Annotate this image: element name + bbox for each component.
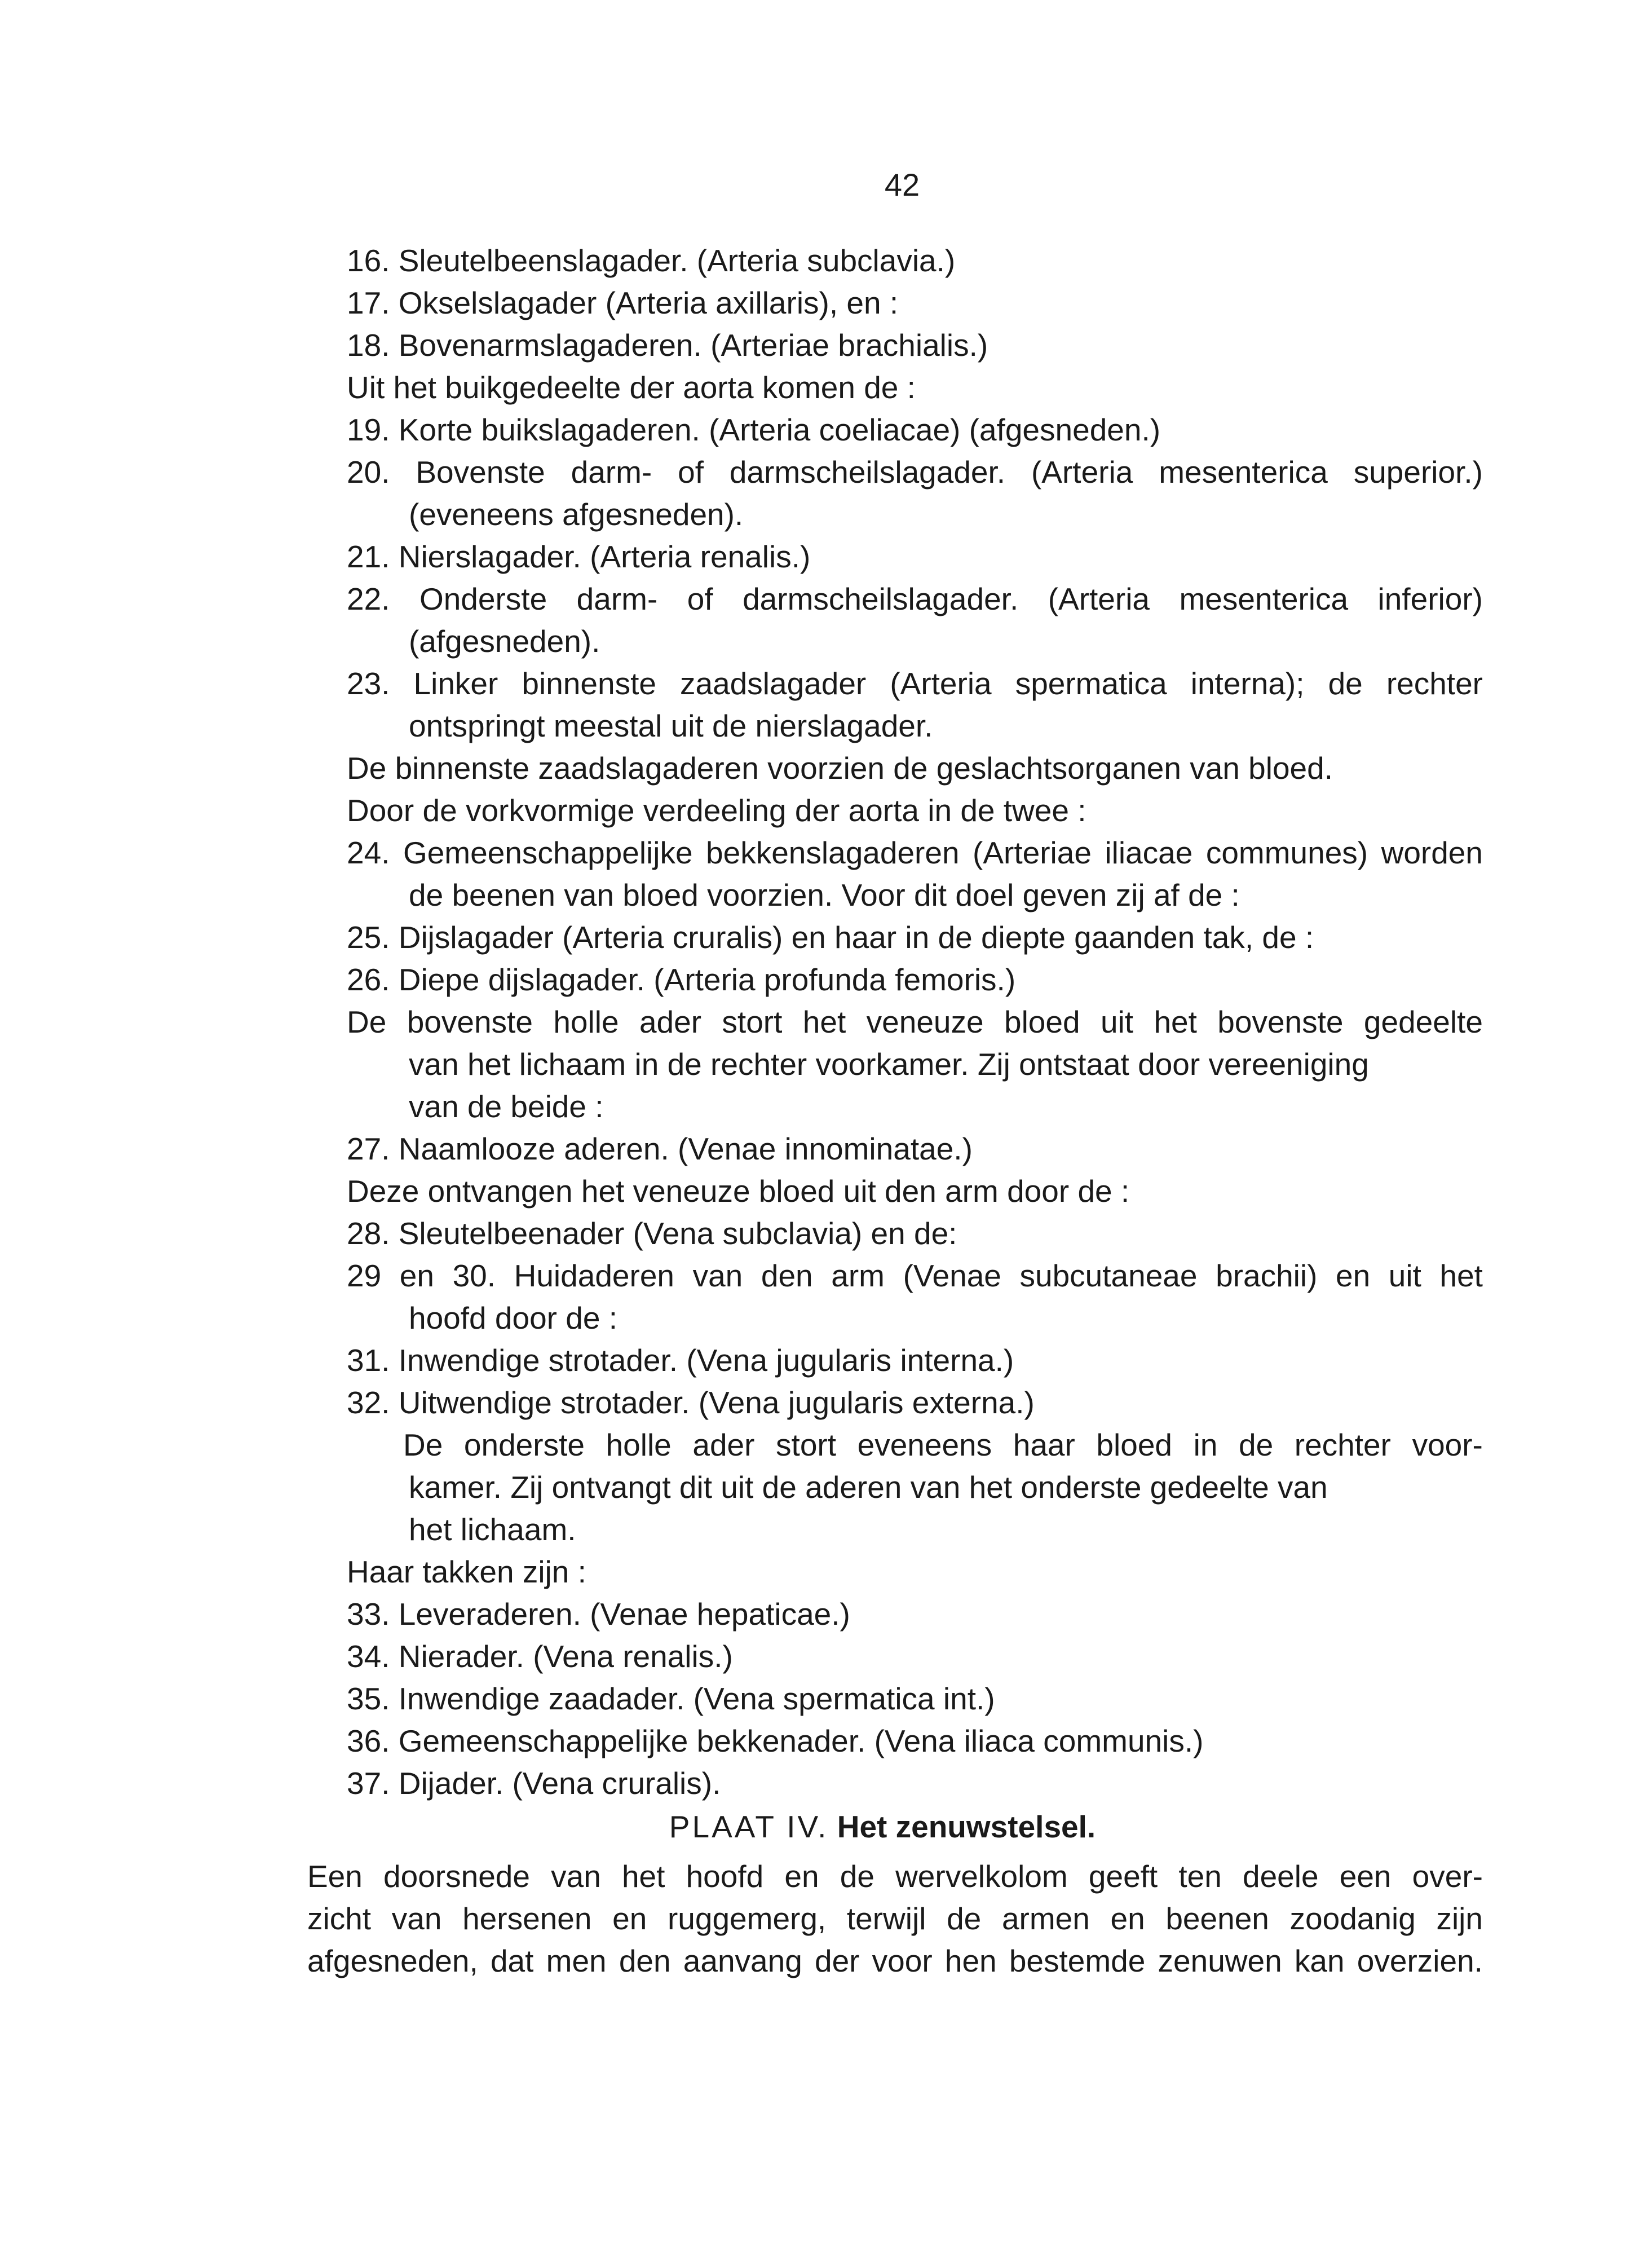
list-line: 17. Okselslagader (Arteria axillaris), en : [347,285,899,320]
paragraph-line: Een doorsnede van het hoofd en de wervelkolom geeft ten deele een over- [307,1859,1483,1894]
list-line: 20. Bovenste darm- of darmscheilslagader. (Arteria mesenterica superior.) [347,455,1483,490]
list-line: van de beide : [409,1089,604,1124]
list-line: 23. Linker binnenste zaadslagader (Arteria spermatica interna); de rechter [347,666,1483,701]
section-title: Het zenuwstelsel. [837,1809,1096,1844]
paragraph-line: zicht van hersenen en ruggemerg, terwijl de armen en beenen zoodanig zijn [307,1901,1483,1936]
list-line: het lichaam. [409,1512,576,1547]
list-line: De binnenste zaadslagaderen voorzien de geslachtsorganen van bloed. [347,751,1333,786]
list-line: (afgesneden). [409,624,600,659]
list-line: 25. Dijslagader (Arteria cruralis) en haar in de diepte gaanden tak, de : [347,920,1314,955]
list-line: 21. Nierslagader. (Arteria renalis.) [347,539,811,574]
list-line: 22. Onderste darm- of darmscheilslagader. (Arteria mesenterica inferior) [347,581,1483,616]
list-line: Haar takken zijn : [347,1554,586,1589]
list-line: de beenen van bloed voorzien. Voor dit doel geven zij af de : [409,878,1240,912]
list-line: 28. Sleutelbeenader (Vena subclavia) en de: [347,1216,957,1251]
list-line: 19. Korte buikslagaderen. (Arteria coeliacae) (afgesneden.) [347,412,1161,447]
paragraph-line: afgesneden, dat men den aanvang der voor hen bestemde zenuwen kan overzien. [307,1943,1483,1978]
list-line: hoofd door de : [409,1300,618,1335]
list-line: Deze ontvangen het veneuze bloed uit den arm door de : [347,1174,1130,1209]
list-line: van het lichaam in de rechter voorkamer. Zij ontstaat door vereeniging [409,1047,1369,1082]
list-line: Door de vorkvormige verdeeling der aorta in de twee : [347,793,1086,828]
list-line: 18. Bovenarmslagaderen. (Arteriae brachialis.) [347,328,988,363]
body-paragraph [307,1855,1483,1982]
section-heading [0,1806,1652,1848]
list-line: 36. Gemeenschappelijke bekkenader. (Vena iliaca communis.) [347,1723,1204,1758]
list-line: 31. Inwendige strotader. (Vena jugularis interna.) [347,1343,1014,1378]
list-line: 37. Dijader. (Vena cruralis). [347,1766,721,1801]
list-line: 34. Nierader. (Vena renalis.) [347,1639,733,1674]
list-line: 29 en 30. Huidaderen van den arm (Venae subcutaneae brachii) en uit het [347,1258,1483,1293]
page-number: 42 [884,167,920,202]
section-prefix: PLAAT IV. [669,1809,829,1844]
list-line: 33. Leveraderen. (Venae hepaticae.) [347,1597,850,1632]
list-line: Uit het buikgedeelte der aorta komen de : [347,370,916,405]
list-line: 35. Inwendige zaadader. (Vena spermatica int.) [347,1681,995,1716]
list-line: De bovenste holle ader stort het veneuze bloed uit het bovenste gedeelte [347,1004,1483,1039]
list-line: 16. Sleutelbeenslagader. (Arteria subclavia.) [347,243,956,278]
list-line: 24. Gemeenschappelijke bekkenslagaderen (Arteriae iliacae communes) worden [347,835,1483,870]
list-line: De onderste holle ader stort eveneens haar bloed in de rechter voor- [403,1427,1483,1462]
list-line: kamer. Zij ontvangt dit uit de aderen van het onderste gedeelte van [409,1470,1328,1505]
list-line: 26. Diepe dijslagader. (Arteria profunda femoris.) [347,962,1016,997]
entry-list [347,240,1483,1805]
list-line: ontspringt meestal uit de nierslagader. [409,708,933,743]
list-line: 32. Uitwendige strotader. (Vena jugularis externa.) [347,1385,1035,1420]
list-line: (eveneens afgesneden). [409,497,744,532]
list-line: 27. Naamlooze aderen. (Venae innominatae.) [347,1131,973,1166]
